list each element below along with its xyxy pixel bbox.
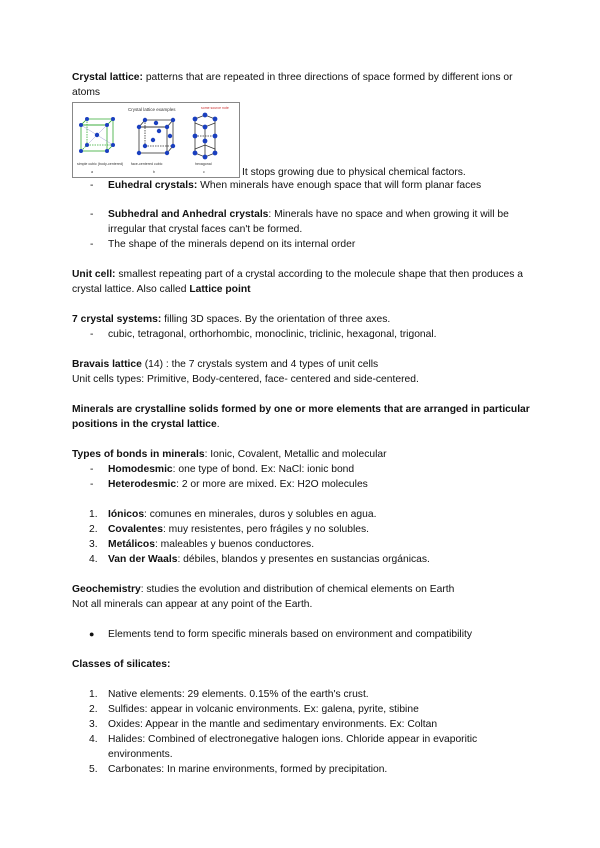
- figure-row: [72, 102, 534, 178]
- list-number: 4.: [89, 734, 98, 745]
- list-item: [72, 178, 534, 193]
- bond-numbered-list: [72, 507, 534, 567]
- list-number: 1.: [89, 509, 98, 520]
- list-item: [72, 732, 534, 762]
- crystal-systems-item: cubic, tetragonal, orthorhombic, monoclinic, triclinic, hexagonal, trigonal.: [108, 329, 437, 340]
- list-item: [72, 702, 534, 717]
- geochemistry-paragraph: [72, 582, 534, 597]
- metalicos-term: Metálicos: [108, 539, 155, 550]
- list-item: [72, 522, 534, 537]
- bonds-definition: : Ionic, Covalent, Metallic and molecular: [204, 449, 387, 460]
- minerals-statement: [72, 402, 534, 432]
- figure-title: Crystal lattice examples: [128, 107, 176, 112]
- list-item: [72, 762, 534, 777]
- figure-label-3: hexagonal: [195, 162, 212, 166]
- bravais-term: Bravais lattice: [72, 359, 142, 370]
- list-number: 2.: [89, 704, 98, 715]
- metalicos-text: : maleables y buenos conductores.: [154, 539, 315, 550]
- list-item: [72, 207, 534, 237]
- unit-cell-term: Unit cell:: [72, 269, 116, 280]
- van-der-waals-term: Van der Waals: [108, 554, 178, 565]
- list-item: [72, 507, 534, 522]
- crystal-lattice-paragraph: [72, 70, 534, 100]
- lattice-point-term: Lattice point: [189, 284, 251, 295]
- bonds-term: Types of bonds in minerals: [72, 449, 205, 460]
- silicate-item-text: Oxides: Appear in the mantle and sedimentary environments. Ex: Coltan: [108, 719, 438, 730]
- silicate-item-text: Sulfides: appear in volcanic environments. Ex: galena, pyrite, stibine: [108, 704, 419, 715]
- crystal-lattice-definition: patterns that are repeated in three directions of space formed by different ions or atoms: [72, 72, 513, 98]
- ionicos-text: : comunes en minerales, duros y solubles en agua.: [144, 509, 377, 520]
- covalentes-term: Covalentes: [108, 524, 163, 535]
- unit-cell-types: Unit cells types: Primitive, Body-centered, face- centered and side-centered.: [72, 374, 419, 385]
- geochemistry-bullet-list: [72, 627, 534, 642]
- list-item: [72, 537, 534, 552]
- van-der-waals-text: : débiles, blandos y presentes en sustancias orgánicas.: [177, 554, 430, 565]
- list-item: [72, 717, 534, 732]
- subhedral-term: Subhedral and Anhedral crystals: [108, 209, 269, 220]
- crystal-lattice-figure: [72, 102, 240, 178]
- crystal-systems-term: 7 crystal systems:: [72, 314, 162, 325]
- euhedral-text: When minerals have enough space that will form planar faces: [197, 180, 482, 191]
- figure-label-2: face-centered cubic: [131, 162, 163, 166]
- crystal-systems-list: [72, 327, 534, 342]
- homodesmic-text: : one type of bond. Ex: NaCl: ionic bond: [172, 464, 355, 475]
- list-number: 4.: [89, 554, 98, 565]
- list-item: [72, 687, 534, 702]
- geochemistry-definition: : studies the evolution and distribution of chemical elements on Earth: [140, 584, 455, 595]
- silicate-item-text: Carbonates: In marine environments, formed by precipitation.: [108, 764, 388, 775]
- crystal-lattice-figure-svg: [73, 103, 239, 177]
- bravais-definition: (14) : the 7 crystals system and 4 types of unit cells: [141, 359, 379, 370]
- subhedral-text: : Minerals have no space and when growing it will be irregular that crystal faces can't be formed.: [108, 209, 509, 235]
- ionicos-term: Iónicos: [108, 509, 145, 520]
- list-item: [72, 552, 534, 567]
- list-number: 2.: [89, 524, 98, 535]
- bravais-paragraph: [72, 357, 534, 372]
- silicate-item-text: Halides: Combined of electronegative halogen ions. Chloride appear in evaporitic environments.: [108, 734, 478, 760]
- homodesmic-term: Homodesmic: [108, 464, 173, 475]
- geochemistry-line2: Not all minerals can appear at any point of the Earth.: [72, 599, 313, 610]
- geochemistry-term: Geochemistry: [72, 584, 141, 595]
- list-number: 3.: [89, 539, 98, 550]
- list-item: [72, 327, 534, 342]
- figure-sublabel-2: b: [153, 170, 155, 174]
- silicates-list: [72, 687, 534, 777]
- heterodesmic-term: Heterodesmic: [108, 479, 177, 490]
- unit-cell-definition: smallest repeating part of a crystal according to the molecule shape that then produces a crystal lattice. Also called: [72, 269, 524, 295]
- list-number: 5.: [89, 764, 98, 775]
- geochemistry-bullet-text: Elements tend to form specific minerals based on environment and compatibility: [108, 629, 473, 640]
- bonds-paragraph: [72, 447, 534, 462]
- covalentes-text: : muy resistentes, pero frágiles y no solubles.: [162, 524, 369, 535]
- growth-list: [72, 178, 534, 252]
- figure-sublabel-3: c: [203, 170, 205, 174]
- list-number: 3.: [89, 719, 98, 730]
- minerals-statement-end: .: [216, 419, 220, 430]
- list-item: [72, 237, 534, 252]
- hexagonal-lattice-drawing: [195, 115, 215, 157]
- crystal-lattice-term: Crystal lattice:: [72, 72, 143, 83]
- bond-types-list: [72, 462, 534, 492]
- list-item: [72, 462, 534, 477]
- euhedral-term: Euhedral crystals:: [108, 180, 198, 191]
- document-page: [72, 70, 534, 777]
- figure-note: some source note: [201, 106, 229, 110]
- heterodesmic-text: : 2 or more are mixed. Ex: H2O molecules: [176, 479, 368, 490]
- crystal-systems-paragraph: [72, 312, 534, 327]
- bullet-icon: ●: [89, 629, 95, 639]
- minerals-statement-bold: Minerals are crystalline solids formed by one or more elements that are arranged in particular positions in the crystal lattice: [72, 404, 530, 430]
- list-number: 1.: [89, 689, 98, 700]
- silicate-item-text: Native elements: 29 elements. 0.15% of the earth's crust.: [108, 689, 369, 700]
- internal-order-text: The shape of the minerals depend on its internal order: [108, 239, 356, 250]
- list-item: [72, 477, 534, 492]
- list-item: [72, 627, 534, 642]
- crystal-systems-definition: filling 3D spaces. By the orientation of three axes.: [161, 314, 391, 325]
- figure-sublabel-1: a: [91, 170, 93, 174]
- figure-label-1: simple cubic (body-centered): [77, 162, 124, 166]
- unit-cell-paragraph: [72, 267, 534, 297]
- figure-caption: It stops growing due to physical chemical factors.: [242, 167, 466, 178]
- silicates-heading: Classes of silicates:: [72, 659, 171, 670]
